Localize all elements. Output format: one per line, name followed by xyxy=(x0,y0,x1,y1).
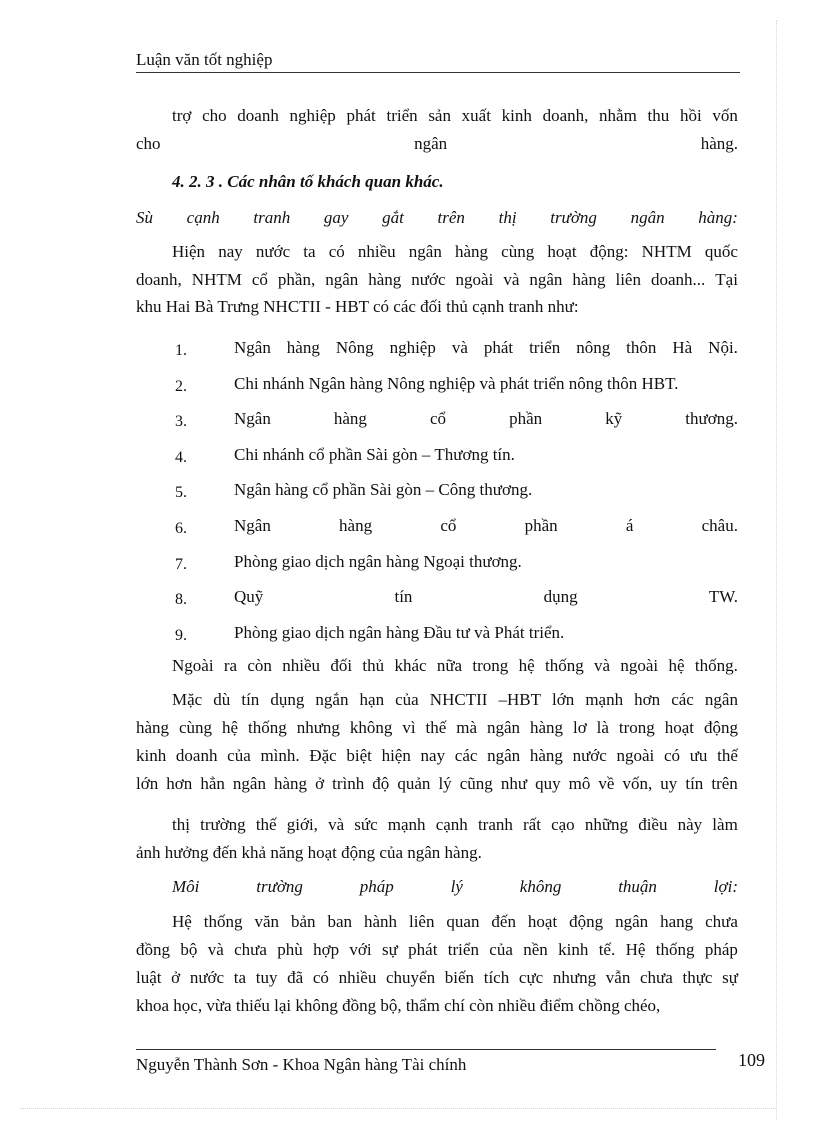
word: dụng xyxy=(270,690,305,709)
word: các xyxy=(454,746,478,765)
word: triển xyxy=(447,940,479,959)
list-item-number: 8. xyxy=(175,591,187,608)
header-divider xyxy=(136,72,740,73)
word: cạo xyxy=(551,815,575,834)
word: ngân xyxy=(704,690,738,709)
word: thế xyxy=(425,718,447,737)
word: phần xyxy=(509,409,543,428)
word: đồng xyxy=(136,940,170,959)
word: ngoài xyxy=(455,270,494,289)
word: hàng xyxy=(136,718,170,737)
word: thế xyxy=(717,746,738,765)
para1-line-3: khu Hai Bà Trưng NHCTII - HBT có các đối thủ cạnh tranh như: xyxy=(136,297,579,316)
word: cho xyxy=(202,106,227,125)
word: tế. xyxy=(598,940,616,959)
word: trợ xyxy=(172,106,192,125)
word: thủ xyxy=(362,656,385,675)
word: cạnh xyxy=(186,208,220,227)
word: này xyxy=(677,815,703,834)
list-item xyxy=(234,587,738,607)
word: với xyxy=(349,940,372,959)
word: hàng xyxy=(333,409,367,428)
word: châu. xyxy=(701,516,738,535)
word: của xyxy=(489,940,513,959)
word: thị xyxy=(172,815,190,834)
word: vốn xyxy=(712,106,738,125)
word: lý xyxy=(450,877,463,896)
word: –HBT xyxy=(498,690,541,709)
word: phần, xyxy=(277,270,316,289)
word: vẫn xyxy=(605,968,631,987)
word: ở xyxy=(171,968,181,987)
word: có xyxy=(312,968,329,987)
word: là xyxy=(596,718,609,737)
list-item: Chi nhánh cổ phần Sài gòn – Thương tín. xyxy=(234,445,515,464)
word: ngân xyxy=(325,270,359,289)
word: chưa xyxy=(234,940,267,959)
word: NHCTII xyxy=(429,690,488,709)
word: Hà xyxy=(672,338,693,357)
footer-divider xyxy=(136,1049,716,1050)
word: cũng xyxy=(459,774,493,793)
word: sức xyxy=(354,815,378,834)
word: hàng xyxy=(368,270,402,289)
word: Quỹ xyxy=(234,587,264,606)
para5-line-3 xyxy=(136,968,738,988)
word: và xyxy=(594,656,611,675)
list-item-number: 2. xyxy=(175,378,187,395)
word: hoạt xyxy=(664,718,694,737)
word: hồi xyxy=(679,106,702,125)
word: trường xyxy=(256,877,303,896)
word: hàng. xyxy=(700,134,738,153)
word: biệt xyxy=(346,746,372,765)
word: không xyxy=(519,877,562,896)
word: Nội. xyxy=(708,338,738,357)
word: rất xyxy=(523,815,541,834)
word: nay xyxy=(218,242,243,261)
word: trong xyxy=(618,718,655,737)
word: về xyxy=(598,774,615,793)
word: của xyxy=(227,746,251,765)
page-number: 109 xyxy=(738,1050,765,1070)
word: cổ xyxy=(251,270,268,289)
word: Ngân xyxy=(234,516,271,535)
word: kinh xyxy=(501,106,532,125)
word: hàng xyxy=(339,516,373,535)
word: thôn xyxy=(626,338,657,357)
word: á xyxy=(625,516,634,535)
word: hệ xyxy=(668,656,685,675)
word: có xyxy=(328,242,345,261)
word: NHTM xyxy=(191,270,242,289)
word: thị xyxy=(498,208,517,227)
word: độ xyxy=(372,774,390,793)
list-item-number: 4. xyxy=(175,449,187,466)
word: liên xyxy=(408,912,435,931)
section-subheading xyxy=(136,208,738,228)
word: và xyxy=(207,940,224,959)
word: động: xyxy=(589,242,629,261)
word: của xyxy=(395,690,419,709)
word: lớn xyxy=(136,774,159,793)
word: vì xyxy=(402,718,416,737)
word: cổ xyxy=(440,516,457,535)
word: hang xyxy=(660,912,694,931)
word: động xyxy=(703,718,738,737)
para3-line-4 xyxy=(136,774,738,794)
word: doanh xyxy=(237,106,279,125)
word: tín xyxy=(241,690,260,709)
word: điều xyxy=(638,815,668,834)
word: nước xyxy=(572,746,607,765)
word: thực xyxy=(682,968,713,987)
word: nhiều xyxy=(357,242,396,261)
word: chưa xyxy=(640,968,673,987)
word: và xyxy=(451,338,468,357)
word: ta xyxy=(303,242,316,261)
word: lớn xyxy=(552,690,575,709)
list-item-number: 6. xyxy=(175,520,187,537)
word: phù xyxy=(277,940,303,959)
word: nhiều xyxy=(338,968,377,987)
word: phát xyxy=(346,106,376,125)
word: pháp xyxy=(359,877,394,896)
word: gắt xyxy=(382,208,404,227)
list-item xyxy=(234,338,738,358)
word: lý xyxy=(438,774,452,793)
word: ra xyxy=(223,656,238,675)
word: ngân xyxy=(232,774,266,793)
list-item-number: 7. xyxy=(175,556,187,573)
word: thống. xyxy=(694,656,738,675)
intro-line-2 xyxy=(136,134,738,154)
word: động xyxy=(569,912,604,931)
word: trên xyxy=(711,774,738,793)
word: Tại xyxy=(715,270,738,289)
list-item: Phòng giao dịch ngân hàng Ngoại thương. xyxy=(234,552,522,571)
word: giới, xyxy=(286,815,318,834)
word: trên xyxy=(437,208,465,227)
word: ưu xyxy=(689,746,708,765)
word: mà xyxy=(456,718,478,737)
list-item xyxy=(234,409,738,429)
word: thống xyxy=(544,656,584,675)
word: ngân xyxy=(414,134,448,153)
word: bản xyxy=(290,912,316,931)
word: không xyxy=(349,718,393,737)
word: kinh xyxy=(558,940,589,959)
word: triển xyxy=(529,338,561,357)
word: nghiệp xyxy=(389,338,436,357)
word: kinh xyxy=(136,746,167,765)
word: quan xyxy=(446,912,480,931)
para3-line-3 xyxy=(136,746,738,766)
word: quốc xyxy=(704,242,738,261)
word: hàng xyxy=(286,338,320,357)
para2-line-1 xyxy=(172,656,738,676)
page-bottom-dotted-line xyxy=(20,1108,776,1109)
section-heading: 4. 2. 3 . Các nhân tố khách quan khác. xyxy=(172,172,444,191)
word: cùng xyxy=(179,718,213,737)
word: tín xyxy=(394,587,413,606)
word: doanh xyxy=(175,746,218,765)
word: chưa xyxy=(705,912,738,931)
subheading-legal-environment xyxy=(172,877,738,897)
word: thống xyxy=(203,912,243,931)
word: phát xyxy=(483,338,514,357)
page-edge-dotted-line xyxy=(776,20,777,1120)
word: như xyxy=(500,774,528,793)
word: sự xyxy=(722,968,738,987)
word: đến xyxy=(491,912,516,931)
word: uy xyxy=(660,774,678,793)
list-item: Ngân hàng cổ phần Sài gòn – Công thương. xyxy=(234,480,533,499)
word: hành xyxy=(363,912,398,931)
word: Môi xyxy=(172,877,200,896)
word: trong xyxy=(472,656,509,675)
word: bộ xyxy=(180,940,198,959)
word: nền xyxy=(523,940,548,959)
word: Hệ xyxy=(172,912,192,931)
word: phát xyxy=(408,940,438,959)
word: chuyển xyxy=(386,968,436,987)
word: làm xyxy=(712,815,738,834)
word: tranh xyxy=(253,208,291,227)
word: Đặc xyxy=(309,746,337,765)
word: gay xyxy=(323,208,349,227)
word: liên xyxy=(615,270,641,289)
para4-line-2: ảnh hưởng đến khả năng hoạt động của ngân hàng. xyxy=(136,843,482,862)
word: ngân xyxy=(630,208,665,227)
word: Ngân xyxy=(234,338,271,357)
word: hàng xyxy=(529,746,563,765)
word: ngân xyxy=(486,718,521,737)
word: cổ xyxy=(430,409,447,428)
word: nông xyxy=(576,338,611,357)
intro-line-1 xyxy=(172,106,738,126)
word: Mặc xyxy=(172,690,203,709)
word: tín xyxy=(685,774,704,793)
word: luật xyxy=(136,968,162,987)
word: dù xyxy=(213,690,231,709)
word: thu xyxy=(647,106,670,125)
word: thống xyxy=(248,718,287,737)
word: vốn, xyxy=(622,774,653,793)
word: nước xyxy=(189,968,225,987)
word: nhiều xyxy=(282,656,321,675)
word: mạnh xyxy=(585,690,624,709)
word: Ngoài xyxy=(172,656,214,675)
word: cạnh xyxy=(435,815,468,834)
word: nhằm xyxy=(599,106,637,125)
word: sản xyxy=(428,106,451,125)
word: quy xyxy=(535,774,561,793)
word: TW. xyxy=(708,587,738,606)
word: ban xyxy=(327,912,353,931)
word: ngân xyxy=(487,746,521,765)
word: doanh, xyxy=(542,106,589,125)
word: biến xyxy=(444,968,475,987)
word: triển xyxy=(386,106,418,125)
word: doanh, xyxy=(136,270,182,289)
list-item-number: 5. xyxy=(175,484,187,501)
word: những xyxy=(584,815,629,834)
word: trường xyxy=(200,815,246,834)
para5-line-4: khoa học, vừa thiếu lại không đồng bộ, thẩm chí còn nhiều điểm chồng chéo, xyxy=(136,996,661,1015)
word: thống xyxy=(655,940,695,959)
word: ngân xyxy=(529,270,563,289)
word: ngoài xyxy=(620,656,659,675)
word: quản xyxy=(397,774,431,793)
word: trình xyxy=(332,774,365,793)
word: thế xyxy=(255,815,277,834)
para3-line-2 xyxy=(136,718,738,738)
word: mình. xyxy=(260,746,300,765)
word: mô xyxy=(568,774,591,793)
word: nay xyxy=(420,746,446,765)
para1-line-2 xyxy=(136,270,738,290)
list-item-number: 3. xyxy=(175,413,187,430)
word: hợp xyxy=(313,940,340,959)
word: các xyxy=(671,690,694,709)
word: kỹ xyxy=(605,409,623,428)
running-header: Luận văn tốt nghiệp xyxy=(136,50,273,69)
word: và xyxy=(503,270,520,289)
word: trường xyxy=(550,208,597,227)
word: và xyxy=(328,815,345,834)
word: Sù xyxy=(136,208,153,227)
word: phần xyxy=(524,516,558,535)
word: ta xyxy=(233,968,247,987)
word: đối xyxy=(330,656,353,675)
word: tích xyxy=(483,968,510,987)
para4-line-1 xyxy=(172,815,738,835)
word: nữa xyxy=(436,656,463,675)
word: pháp xyxy=(704,940,738,959)
word: đã xyxy=(287,968,304,987)
word: thương. xyxy=(685,409,738,428)
word: Ngân xyxy=(234,409,271,428)
list-item xyxy=(234,516,738,536)
word: cực xyxy=(518,968,544,987)
word: khác xyxy=(394,656,427,675)
footer-author: Nguyễn Thành Sơn - Khoa Ngân hàng Tài chính xyxy=(136,1055,467,1074)
list-item: Phòng giao dịch ngân hàng Đầu tư và Phát triển. xyxy=(234,623,565,642)
word: hẳn xyxy=(200,774,225,793)
word: hơn xyxy=(166,774,193,793)
word: Hệ xyxy=(625,940,646,959)
word: nước xyxy=(411,270,446,289)
word: nhưng xyxy=(552,968,597,987)
word: tuy xyxy=(255,968,278,987)
word: hạn xyxy=(359,690,385,709)
list-item-number: 1. xyxy=(175,342,187,359)
word: hàng xyxy=(274,774,308,793)
word: Nông xyxy=(335,338,374,357)
word: doanh... xyxy=(650,270,706,289)
word: hơn xyxy=(634,690,661,709)
word: thuận xyxy=(618,877,657,896)
word: hàng: xyxy=(698,208,738,227)
word: nước xyxy=(255,242,291,261)
word: hiện xyxy=(381,746,411,765)
word: ngắn xyxy=(315,690,349,709)
word: ngoài xyxy=(616,746,655,765)
word: xuất xyxy=(461,106,491,125)
word: mạnh xyxy=(387,815,426,834)
word: ngân xyxy=(408,242,442,261)
word: ngân xyxy=(615,912,649,931)
para5-line-1 xyxy=(172,912,738,932)
word: dụng xyxy=(543,587,578,606)
word: lơ xyxy=(572,718,587,737)
word: nghiệp xyxy=(289,106,336,125)
para3-line-1 xyxy=(172,690,738,710)
word: NHTM xyxy=(641,242,692,261)
word: còn xyxy=(247,656,272,675)
list-item: Chi nhánh Ngân hàng Nông nghiệp và phát triển nông thôn HBT. xyxy=(234,374,679,393)
word: hàng xyxy=(454,242,489,261)
word: hàng xyxy=(572,270,606,289)
word: nhưng xyxy=(296,718,340,737)
word: cho xyxy=(136,134,161,153)
list-item-number: 9. xyxy=(175,627,187,644)
word: Hiện xyxy=(172,242,206,261)
word: hàng xyxy=(529,718,564,737)
word: tranh xyxy=(477,815,513,834)
word: có xyxy=(663,746,681,765)
word: hệ xyxy=(518,656,535,675)
word: hoạt xyxy=(527,912,558,931)
para1-line-1 xyxy=(172,242,738,262)
word: ở xyxy=(315,774,325,793)
word: cùng xyxy=(501,242,535,261)
word: hệ xyxy=(222,718,239,737)
word: sự xyxy=(381,940,398,959)
word: lợi: xyxy=(713,877,738,896)
word: văn xyxy=(254,912,280,931)
para5-line-2 xyxy=(136,940,738,960)
word: hoạt xyxy=(547,242,577,261)
